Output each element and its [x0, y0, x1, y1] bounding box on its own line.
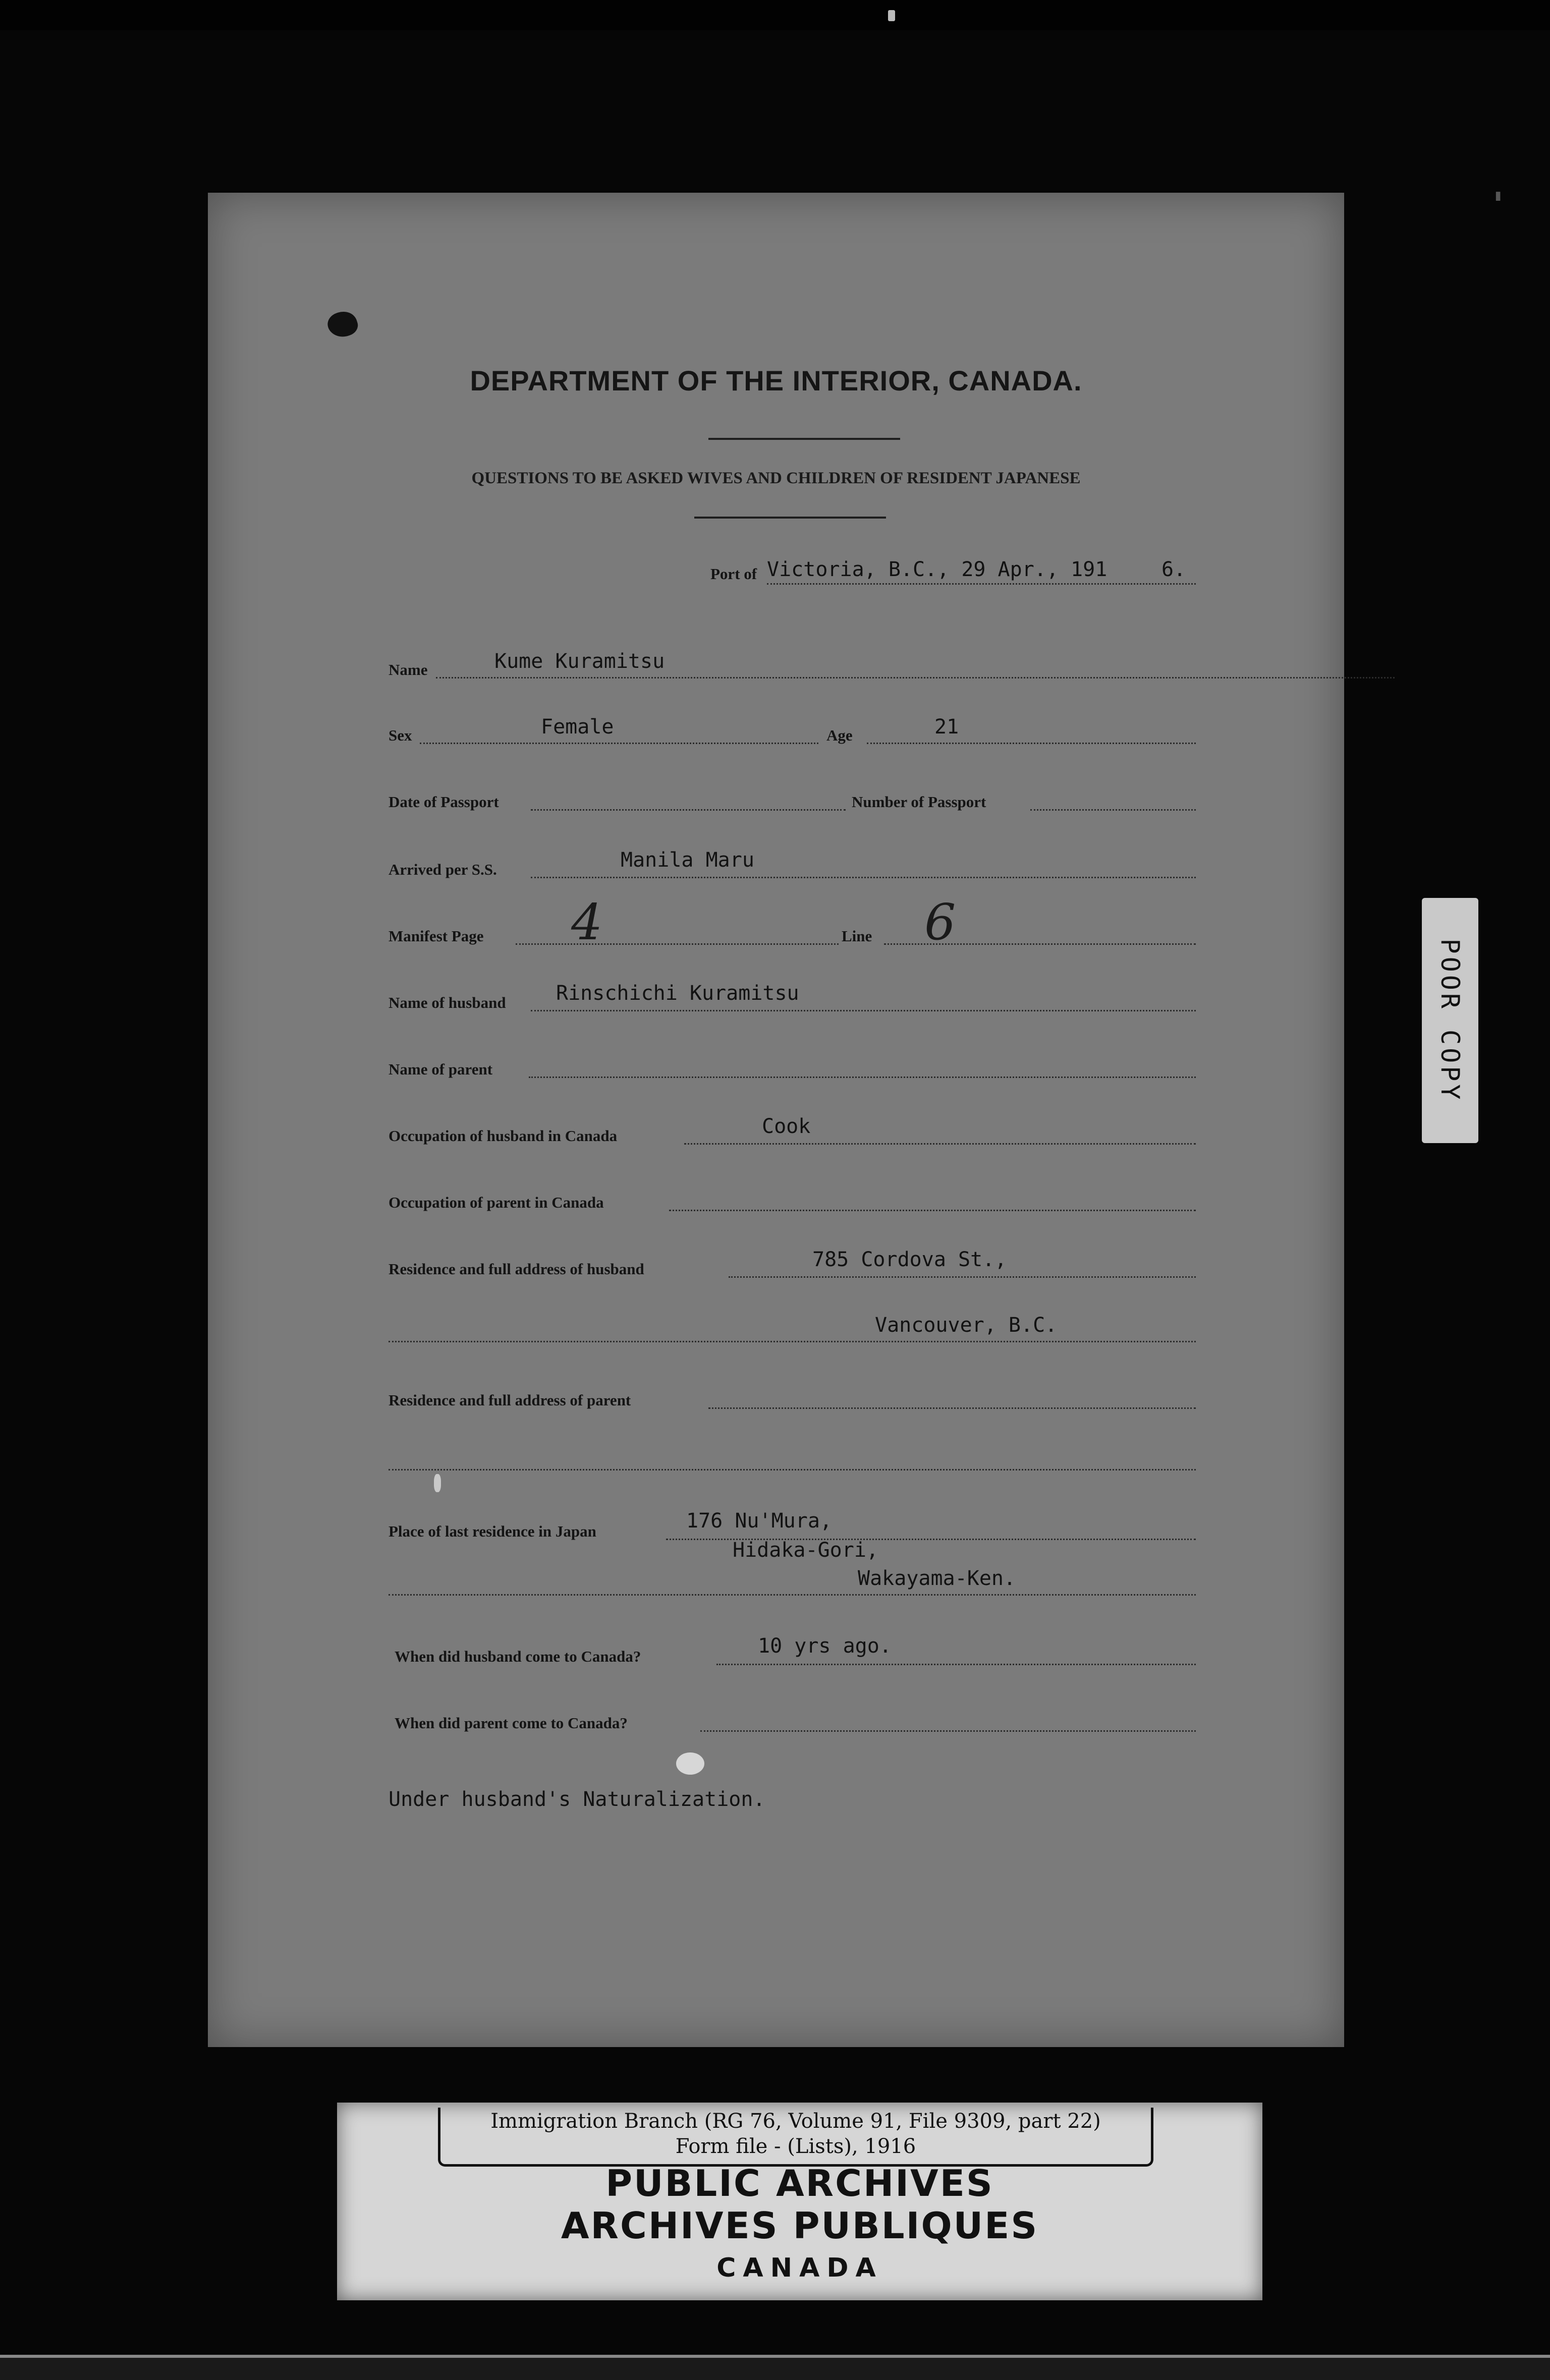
occupation-parent-label: Occupation of parent in Canada [389, 1194, 604, 1211]
number-of-passport-line [1030, 809, 1196, 811]
reference-box [438, 2108, 1153, 2167]
occupation-parent-line [669, 1210, 1196, 1211]
occupation-husband-label: Occupation of husband in Canada [389, 1127, 618, 1145]
arrived-per-value: Manila Maru [621, 848, 754, 872]
line-value: 6 [924, 894, 956, 951]
occupation-husband-line [684, 1143, 1196, 1145]
last-residence-line2 [389, 1594, 1196, 1596]
archives-publiques-title: ARCHIVES PUBLIQUES [561, 2204, 1039, 2247]
sex-line [420, 743, 818, 744]
poor-copy-text: POOR COPY [1435, 938, 1465, 1103]
line-label: Line [842, 927, 872, 945]
last-residence-value-line1: 176 Nu'Mura, [686, 1509, 832, 1533]
name-of-husband-label: Name of husband [389, 994, 506, 1011]
reference-line-1: Immigration Branch (RG 76, Volume 91, File 9309, part 22) [490, 2110, 1101, 2133]
port-value: Victoria, B.C., 29 Apr., 191 [767, 558, 1108, 581]
paper-spot-small [434, 1474, 441, 1492]
public-archives-title: PUBLIC ARCHIVES [605, 2162, 994, 2204]
husband-came-value: 10 yrs ago. [758, 1634, 892, 1658]
residence-parent-line2 [389, 1469, 1196, 1470]
age-label: Age [826, 726, 853, 744]
reference-line-2: Form file - (Lists), 1916 [675, 2135, 916, 2158]
naturalization-note: Under husband's Naturalization. [389, 1788, 765, 1811]
last-residence-value-line3: Wakayama-Ken. [858, 1567, 1016, 1590]
form-subtitle: QUESTIONS TO BE ASKED WIVES AND CHILDREN OF RESIDENT JAPANESE [471, 469, 1081, 487]
name-line [436, 677, 1395, 678]
husband-came-label: When did husband come to Canada? [395, 1648, 641, 1665]
port-line [767, 583, 1196, 585]
date-of-passport-label: Date of Passport [389, 793, 499, 811]
parent-came-line [700, 1730, 1196, 1732]
heading-rule [708, 438, 900, 440]
film-border-top [0, 0, 1550, 30]
subtitle-rule [694, 517, 886, 519]
residence-parent-label: Residence and full address of parent [389, 1391, 631, 1409]
parent-came-label: When did parent come to Canada? [395, 1714, 628, 1732]
last-residence-value-line2: Hidaka-Gori, [733, 1539, 878, 1562]
manifest-page-line [516, 943, 839, 945]
name-of-husband-value: Rinschichi Kuramitsu [556, 982, 799, 1005]
occupation-husband-value: Cook [762, 1115, 811, 1138]
film-frame-mark: ▮ [1493, 187, 1503, 204]
manifest-page-value: 4 [571, 894, 603, 951]
name-of-parent-label: Name of parent [389, 1060, 493, 1078]
number-of-passport-label: Number of Passport [852, 793, 986, 811]
husband-came-line [716, 1664, 1196, 1665]
paper-spot [676, 1752, 704, 1775]
residence-parent-line [708, 1407, 1196, 1409]
sex-value: Female [541, 715, 614, 739]
residence-husband-value-line1: 785 Cordova St., [812, 1248, 1007, 1271]
arrived-per-line [531, 877, 1196, 878]
last-residence-label: Place of last residence in Japan [389, 1522, 596, 1540]
form-page [208, 193, 1344, 2047]
residence-husband-label: Residence and full address of husband [389, 1260, 644, 1278]
year-suffix: 6. [1161, 558, 1186, 581]
canada-title: CANADA [716, 2253, 883, 2283]
arrived-per-label: Arrived per S.S. [389, 861, 497, 878]
archive-label-card [337, 2103, 1262, 2300]
film-border-bottom [0, 2355, 1550, 2380]
port-label: Port of [710, 565, 757, 583]
name-label: Name [389, 661, 428, 678]
sex-label: Sex [389, 726, 412, 744]
date-of-passport-line [531, 809, 846, 811]
name-of-parent-line [529, 1076, 1196, 1078]
manifest-page-label: Manifest Page [389, 927, 484, 945]
residence-husband-line [729, 1276, 1196, 1278]
age-value: 21 [934, 715, 959, 739]
name-of-husband-line [531, 1010, 1196, 1011]
age-line [867, 743, 1196, 744]
poor-copy-stamp [1422, 898, 1478, 1143]
ink-blot [325, 308, 361, 341]
residence-husband-line2 [389, 1341, 1196, 1342]
name-value: Kume Kuramitsu [494, 650, 665, 673]
film-mark [888, 10, 895, 21]
department-heading: DEPARTMENT OF THE INTERIOR, CANADA. [470, 365, 1082, 396]
residence-husband-value-line2: Vancouver, B.C. [875, 1314, 1058, 1337]
